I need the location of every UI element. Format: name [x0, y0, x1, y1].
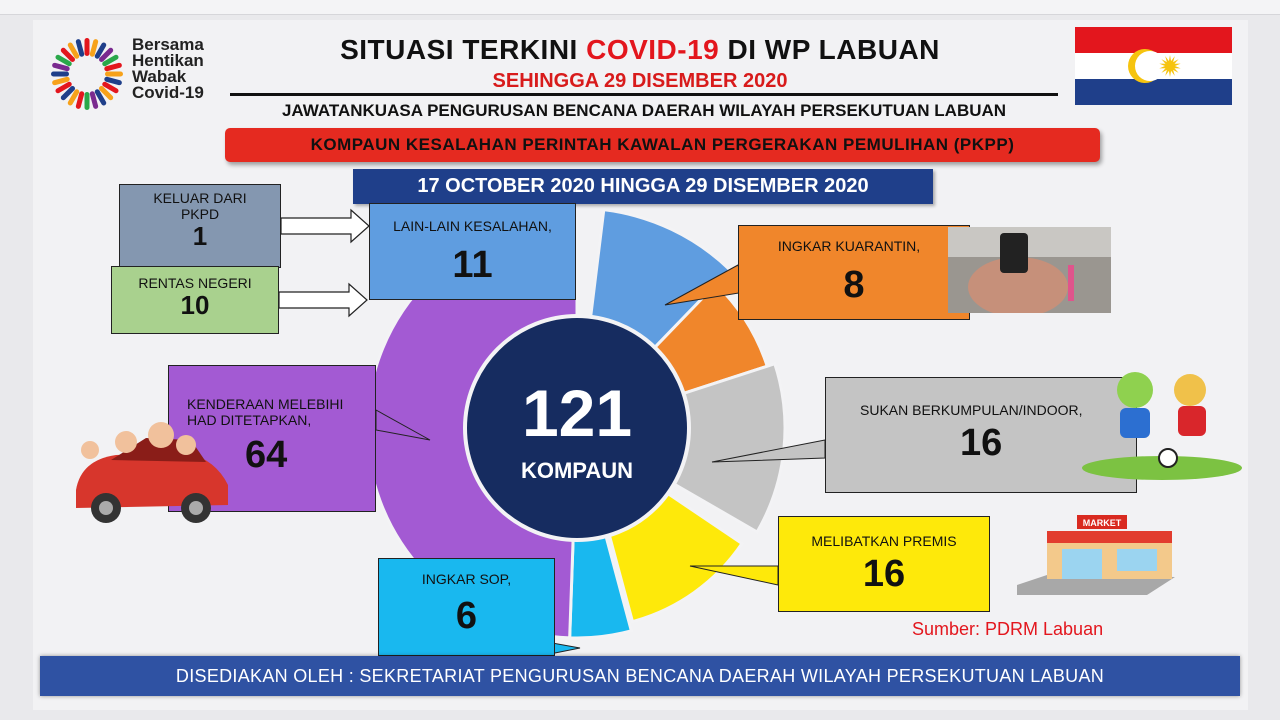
logo-line: Bersama — [132, 35, 204, 54]
label-rentas-negeri — [111, 266, 279, 334]
footer-credit: DISEDIAKAN OLEH : SEKRETARIAT PENGURUSAN BENCANA DAERAH WILAYAH PERSEKUTUAN LABUAN — [40, 656, 1240, 696]
logo-line: Covid-19 — [132, 83, 204, 102]
label-text: RENTAS NEGERI — [138, 275, 252, 291]
label-text: PKPD — [180, 206, 220, 222]
label-text: HAD DITETAPKAN, — [187, 412, 312, 428]
value-text: 6 — [455, 595, 478, 637]
market-building-icon — [1017, 515, 1177, 597]
value-text: 16 — [862, 553, 906, 595]
breakdown-arrow-1 — [281, 210, 369, 242]
label-ingkar-sop — [378, 558, 555, 656]
committee-name: JAWATANKUASA PENGURUSAN BENCANA DAERAH WILAYAH PERSEKUTUAN LABUAN — [281, 101, 1007, 120]
logo-line: Wabak — [132, 67, 187, 86]
total-unit: KOMPAUN — [520, 458, 634, 483]
market-sign-text: MARKET — [1082, 518, 1122, 528]
label-text: INGKAR KUARANTIN, — [777, 238, 921, 254]
family-car-icon — [66, 420, 236, 525]
label-text: KENDERAAN MELEBIHI — [187, 396, 344, 412]
label-text: SUKAN BERKUMPULAN/INDOOR, — [860, 402, 1083, 418]
value-text: 1 — [192, 221, 208, 251]
label-keluar-pkpd — [119, 184, 281, 268]
total-value: 121 — [521, 376, 633, 450]
label-melibatkan-premis — [778, 516, 990, 612]
logo-line: Hentikan — [132, 51, 204, 70]
title-suffix: DI WP LABUAN — [719, 34, 940, 65]
subtitle-date: SEHINGGA 29 DISEMBER 2020 — [492, 70, 788, 92]
label-text: MELIBATKAN PREMIS — [811, 533, 957, 549]
phone-user-photo — [948, 227, 1111, 313]
value-text: 11 — [452, 244, 493, 286]
football-kids-icon — [1080, 368, 1245, 480]
value-text: 64 — [245, 434, 288, 476]
data-source: Sumber: PDRM Labuan — [912, 619, 1104, 639]
label-text: KELUAR DARI — [153, 190, 247, 206]
chart-title-banner: KOMPAUN KESALAHAN PERINTAH KAWALAN PERGERAKAN PEMULIHAN (PKPP) — [225, 128, 1100, 162]
label-text: LAIN-LAIN KESALAHAN, — [393, 218, 552, 234]
period-banner: 17 OCTOBER 2020 HINGGA 29 DISEMBER 2020 — [353, 169, 933, 204]
label-lain-lain — [369, 203, 576, 300]
value-text: 8 — [843, 264, 865, 306]
value-text: 16 — [960, 422, 1003, 464]
label-text: INGKAR SOP, — [421, 571, 512, 587]
title-prefix: SITUASI TERKINI — [340, 34, 587, 65]
label-ingkar-kuarantin — [738, 225, 970, 320]
value-text: 10 — [180, 290, 210, 320]
breakdown-arrow-2 — [279, 284, 367, 316]
title-highlight: COVID-19 — [586, 34, 720, 65]
